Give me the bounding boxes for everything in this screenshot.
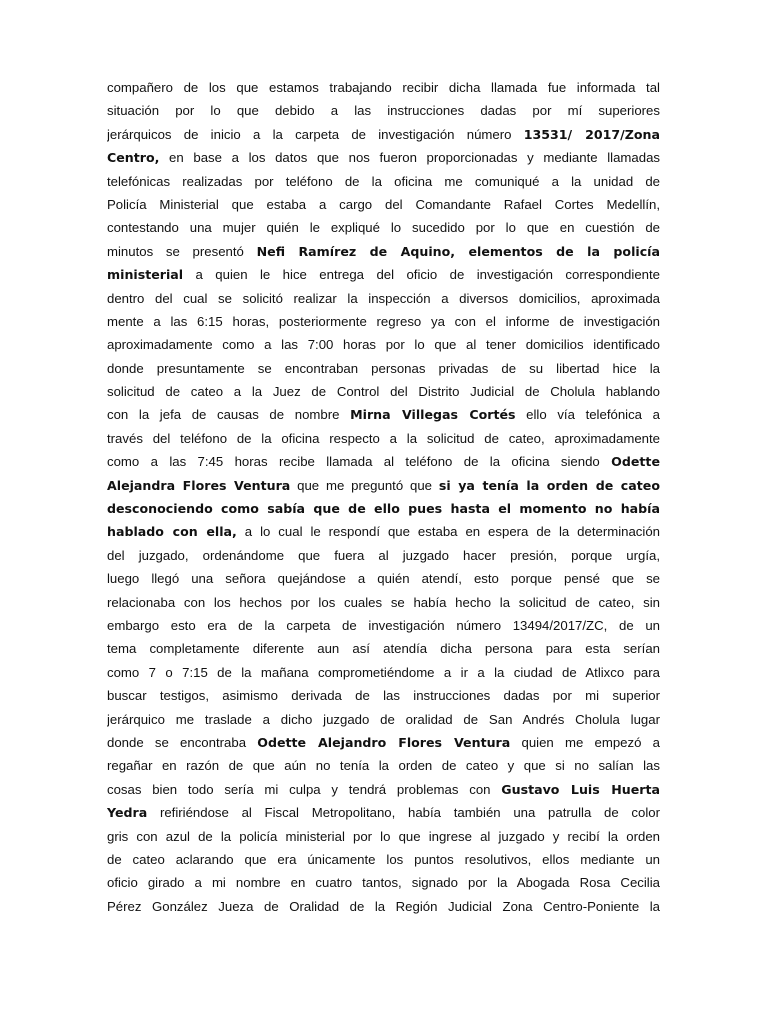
body-text <box>107 76 660 918</box>
bold-text-segment: Mirna Villegas Cortés <box>350 407 516 423</box>
text-line <box>107 333 660 356</box>
text-line <box>107 637 660 660</box>
text-segment: a lo cual le respondí que estaba en espera de la determinación <box>236 524 660 540</box>
text-segment: compañero de los que estamos trabajando recibir dicha llamada fue informada tal <box>107 80 660 95</box>
text-line <box>107 427 660 450</box>
text-line <box>107 801 660 824</box>
text-line <box>107 240 660 263</box>
bold-text-segment: Alejandra Flores Ventura <box>107 477 291 493</box>
text-line <box>107 661 660 684</box>
text-segment: buscar testigos, asimismo derivada de las instrucciones dadas por mi superior <box>107 688 660 704</box>
text-segment: tema completamente diferente aun así atendía dicha persona para esta serían <box>107 641 660 657</box>
text-line <box>107 450 660 473</box>
text-line <box>107 684 660 707</box>
text-segment: luego llegó una señora quejándose a quién atendí, esto porque pensé que se <box>107 571 660 587</box>
text-segment: través del teléfono de la oficina respecto a la solicitud de cateo, aproximadamente <box>107 430 660 446</box>
text-segment: regañar en razón de que aún no tenía la orden de cateo y que si no salían las <box>107 758 660 774</box>
text-segment: quien me empezó a <box>510 734 660 750</box>
text-segment: solicitud de cateo a la Juez de Control del Distrito Judicial de Cholula hablando <box>107 384 660 400</box>
text-segment: mente a las 6:15 horas, posteriormente regreso ya con el informe de investigación <box>107 313 660 329</box>
text-line <box>107 123 660 146</box>
bold-text-segment: si ya tenía la orden de cateo <box>438 477 660 493</box>
bold-text-segment: Nefi Ramírez de Aquino, elementos de la policía <box>256 243 660 259</box>
text-segment: aproximadamente como a las 7:00 horas por lo que al tener domicilios identificado <box>107 337 660 353</box>
text-segment: ello vía telefónica a <box>515 407 660 423</box>
text-segment: oficio girado a mi nombre en cuatro tantos, signado por la Abogada Rosa Cecilia <box>107 875 660 891</box>
text-segment: Pérez González Jueza de Oralidad de la Región Judicial Zona Centro-Poniente la <box>107 898 660 914</box>
bold-text-segment: hablado con ella, <box>107 524 237 540</box>
bold-text-segment: 13531/ 2017/Zona <box>523 126 660 142</box>
text-line <box>107 544 660 567</box>
text-segment: en base a los datos que nos fueron proporcionadas y mediante llamadas <box>159 150 660 166</box>
text-line <box>107 216 660 239</box>
bold-text-segment: Odette Alejandro Flores Ventura <box>257 734 511 750</box>
text-segment: telefónicas realizadas por teléfono de la oficina me comuniqué a la unidad de <box>107 173 660 189</box>
text-segment: jerárquico me traslade a dicho juzgado de oralidad de San Andrés Cholula lugar <box>107 711 660 727</box>
text-segment: Policía Ministerial que estaba a cargo del Comandante Rafael Cortes Medellín, <box>107 196 660 212</box>
text-segment: como a las 7:45 horas recibe llamada al teléfono de la oficina siendo <box>107 454 612 470</box>
text-line <box>107 614 660 637</box>
text-segment: donde presuntamente se encontraban personas privadas de su libertad hice la <box>107 360 660 376</box>
text-line <box>107 380 660 403</box>
text-line <box>107 591 660 614</box>
text-segment: minutos se presentó <box>107 243 257 259</box>
text-line <box>107 825 660 848</box>
text-line <box>107 848 660 871</box>
text-segment: con la jefa de causas de nombre <box>107 407 351 423</box>
text-segment: donde se encontraba <box>107 734 258 750</box>
text-line <box>107 170 660 193</box>
text-segment: dentro del cual se solicitó realizar la inspección a diversos domicilios, aproximada <box>107 290 660 306</box>
text-segment: situación por lo que debido a las instrucciones dadas por mí superiores <box>107 103 660 119</box>
bold-text-segment: ministerial <box>107 267 184 283</box>
text-line <box>107 146 660 169</box>
text-line <box>107 474 660 497</box>
text-line <box>107 567 660 590</box>
text-segment: cosas bien todo sería mi culpa y tendrá problemas con <box>107 781 502 797</box>
text-line <box>107 497 660 520</box>
text-line <box>107 193 660 216</box>
text-line <box>107 403 660 426</box>
text-segment: contestando una mujer quién le expliqué lo sucedido por lo que en cuestión de <box>107 220 660 236</box>
text-segment: refiriéndose al Fiscal Metropolitano, había también una patrulla de color <box>147 805 660 821</box>
text-segment: gris con azul de la policía ministerial por lo que ingrese al juzgado y recibí la orden <box>107 828 660 844</box>
text-line <box>107 895 660 918</box>
bold-text-segment: Odette <box>611 454 660 470</box>
text-segment: de cateo aclarando que era únicamente los puntos resolutivos, ellos mediante un <box>107 851 660 867</box>
text-segment: que me preguntó que <box>290 477 439 493</box>
bold-text-segment: Gustavo Luis Huerta <box>501 781 660 797</box>
text-segment: como 7 o 7:15 de la mañana comprometiéndome a ir a la ciudad de Atlixco para <box>107 664 660 680</box>
text-segment: jerárquicos de inicio a la carpeta de investigación número <box>107 126 524 142</box>
text-line <box>107 99 660 122</box>
text-line <box>107 263 660 286</box>
text-segment: relacionaba con los hechos por los cuales se había hecho la solicitud de cateo, sin <box>107 594 660 610</box>
text-segment: del juzgado, ordenándome que fuera al juzgado hacer presión, porque urgía, <box>107 547 660 563</box>
text-line <box>107 708 660 731</box>
bold-text-segment: Centro, <box>107 150 160 166</box>
text-line <box>107 731 660 754</box>
text-line <box>107 871 660 894</box>
text-line <box>107 520 660 543</box>
bold-text-segment: Yedra <box>107 805 148 821</box>
bold-text-segment: desconociendo como sabía que de ello pues hasta el momento no había <box>107 501 660 517</box>
text-line <box>107 287 660 310</box>
text-segment: embargo esto era de la carpeta de investigación número 13494/2017/ZC, de un <box>107 617 660 633</box>
text-line <box>107 357 660 380</box>
text-line <box>107 310 660 333</box>
text-line <box>107 754 660 777</box>
text-line <box>107 778 660 801</box>
text-segment: a quien le hice entrega del oficio de investigación correspondiente <box>183 267 660 283</box>
text-line <box>107 76 660 99</box>
